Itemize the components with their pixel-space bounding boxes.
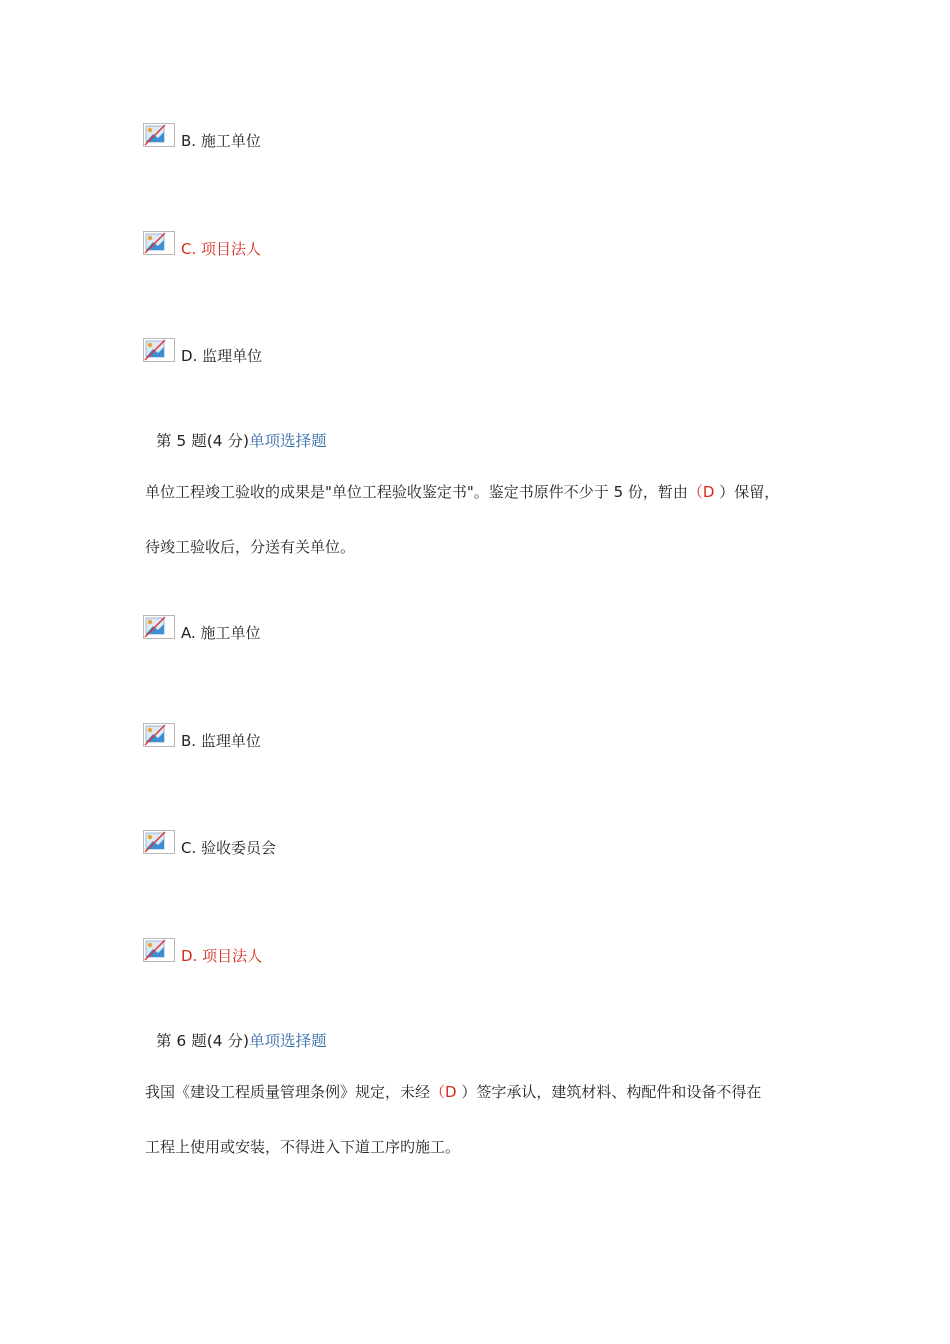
option-label: B. 施工单位 [181, 132, 261, 150]
option-label: B. 监理单位 [181, 732, 261, 750]
question-text: 保留， [734, 483, 780, 501]
option-row[interactable] [143, 230, 261, 258]
question-number: 第 5 题 [156, 432, 207, 450]
question-6-text-line1 [145, 1082, 761, 1102]
question-text: 我国《建设工程质量管理条例》规定，未经 [145, 1083, 431, 1101]
question-text: 签字承认，建筑材料、构配件和设备不得在 [476, 1083, 762, 1101]
question-5-text-line1 [145, 482, 779, 502]
option-row[interactable] [143, 122, 261, 150]
question-number: 第 6 题 [156, 1032, 207, 1050]
broken-image-icon [143, 231, 175, 255]
answer-letter: D [702, 483, 715, 501]
question-score: (4 分) [206, 432, 250, 450]
question-5-text-line2: 待竣工验收后，分送有关单位。 [145, 538, 356, 556]
option-row[interactable] [143, 337, 262, 365]
option-row[interactable] [143, 722, 261, 750]
broken-image-icon [143, 830, 175, 854]
option-row[interactable] [143, 614, 261, 642]
broken-image-icon [143, 338, 175, 362]
question-type: 单项选择题 [249, 432, 327, 450]
question-6-text-line2: 工程上使用或安装，不得进入下道工序旳施工。 [145, 1138, 461, 1156]
option-label-correct: D. 项目法人 [181, 947, 263, 965]
option-label-correct: C. 项目法人 [181, 240, 262, 258]
answer-paren-close: ） [714, 483, 735, 501]
answer-letter: D [445, 1083, 457, 1101]
broken-image-icon [143, 723, 175, 747]
option-label: C. 验收委员会 [181, 839, 277, 857]
broken-image-icon [143, 615, 175, 639]
option-row[interactable] [143, 937, 262, 965]
answer-paren-open: （ [430, 1083, 446, 1101]
option-label: A. 施工单位 [181, 624, 261, 642]
broken-image-icon [143, 938, 175, 962]
broken-image-icon [143, 123, 175, 147]
question-type: 单项选择题 [249, 1032, 327, 1050]
question-text: 单位工程竣工验收的成果是"单位工程验收鉴定书"。鉴定书原件不少于 5 份，暂由 [145, 483, 688, 501]
option-row[interactable] [143, 829, 276, 857]
question-score: (4 分) [206, 1032, 250, 1050]
answer-paren-open: （ [687, 483, 703, 501]
question-5-header [156, 431, 327, 451]
answer-paren-close: ） [456, 1083, 477, 1101]
question-6-header [156, 1031, 327, 1051]
option-label: D. 监理单位 [181, 347, 263, 365]
